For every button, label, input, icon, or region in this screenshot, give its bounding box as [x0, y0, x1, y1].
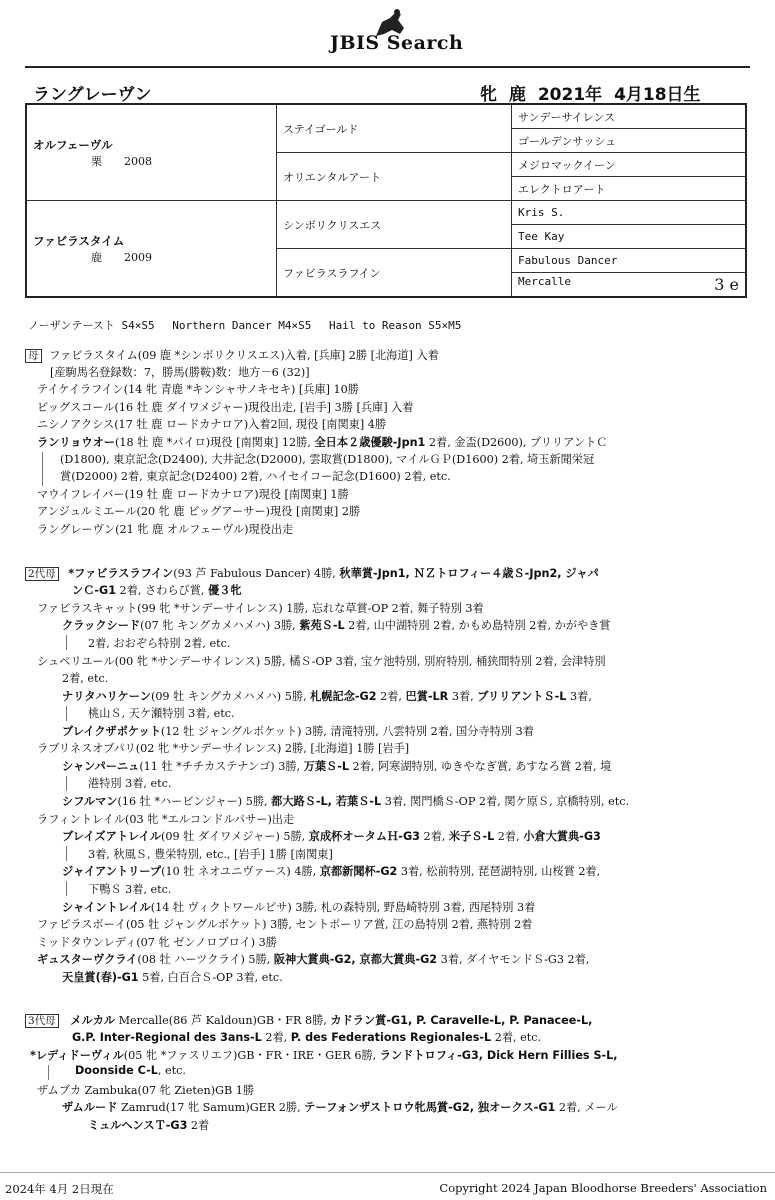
line-m23 — [37, 951, 589, 967]
line-m8 — [62, 688, 592, 704]
m18-name: ジャイアントリープ — [62, 865, 162, 878]
g2-tag: 2代母 — [25, 567, 59, 581]
m16-name: ブレイズアトレイル — [62, 830, 162, 843]
m18-detail: (10 牡 ネオユニヴァース) 4勝, — [161, 865, 320, 878]
m4-rest: 2着, 山中湖特別 2着, かもめ島特別 2着, かがやき賞 — [344, 619, 611, 632]
m20-name: シャイントレイル — [62, 901, 151, 914]
m8-place3: 3着, — [566, 690, 592, 703]
line-n7 — [88, 1117, 209, 1133]
line-m12 — [62, 758, 611, 774]
dam-line — [25, 347, 439, 363]
indent-bar — [42, 452, 43, 486]
g2-dam-dam: ファビラスラフイン — [277, 249, 512, 298]
indent-bar — [66, 635, 67, 650]
dam-year: 2009 — [124, 250, 152, 264]
n1-name: メルカル — [70, 1014, 116, 1027]
l6-detail: (18 牡 鹿 *パイロ)現役 [南関東] 12勝, — [114, 436, 315, 449]
g3-tag: 3代母 — [25, 1014, 59, 1028]
g3-1: サンデーサイレンス — [512, 104, 747, 129]
sire-year: 2008 — [124, 154, 152, 168]
line-n4 — [75, 1064, 186, 1077]
m24-race: 天皇賞(春)-G1 — [62, 971, 139, 984]
n7-race: ミュルヘンスＴ-G3 — [88, 1119, 188, 1132]
m18-race: 京都新聞杯-G2 — [319, 865, 398, 878]
sire-color: 栗 — [91, 154, 102, 168]
m23-races: 阪神大賞典-G2, 京都大賞典-G2 — [273, 953, 438, 966]
horse-name: ラングレーヴン — [33, 85, 152, 105]
m8-name: ナリタハリケーン — [62, 690, 151, 703]
l6-name: ランリョウオー — [37, 436, 115, 449]
n4-rest: , etc. — [157, 1064, 186, 1077]
m4-detail: (07 牝 キングカメハメハ) 3勝, — [140, 619, 300, 632]
m8-place2: 3着, — [448, 690, 478, 703]
family-number: 3 e — [714, 275, 739, 294]
m1-races: 秋華賞-Jpn1, ＮＺトロフィー４歳Ｓ-Jpn2, ジャパ — [339, 567, 599, 580]
pedigree-table — [25, 103, 747, 298]
m2-award: 優３牝 — [208, 584, 242, 597]
header-divider — [25, 66, 750, 68]
n6-name: ザムルード — [62, 1101, 118, 1114]
m20-detail: (14 牡 ヴィクトワールピサ) 3勝, 札の森特別, 野島崎特別 3着, 西尾特別 3着 — [150, 901, 536, 914]
indent-bar — [66, 706, 67, 721]
dam-cell — [26, 201, 277, 298]
horse-info: 牝 鹿 2021年 4月18日生 — [480, 85, 701, 105]
m16-place2: 2着, — [494, 830, 524, 843]
line-m19: 下鴨Ｓ 3着, etc. — [88, 883, 172, 896]
line-n3 — [30, 1047, 618, 1063]
indent-bar — [66, 881, 67, 896]
m14-name: シフルマン — [62, 795, 118, 808]
sire-cell — [26, 104, 277, 201]
n4-race: Doonside C-L — [75, 1064, 158, 1077]
line-l11: ラングレーヴン(21 牝 鹿 オルフェーヴル)現役出走 — [37, 523, 294, 536]
n3-detail: (05 牝 *ファスリエフ)GB・FR・IRE・GER 6勝, — [123, 1049, 380, 1062]
m16-place1: 2着, — [419, 830, 449, 843]
g3-2: ゴールデンサッシュ — [512, 129, 747, 153]
m12-rest: 2着, 阿寒湖特別, ゆきやなぎ賞, あすなろ賞 2着, 境 — [348, 760, 612, 773]
g3-4: エレクトロアート — [512, 177, 747, 201]
n2-race1: G.P. Inter-Regional des 3ans-L — [72, 1031, 262, 1044]
line-l2: [産駒馬名登録数：7，勝馬(勝鞍)数：地方－6 (32)] — [50, 366, 310, 379]
m8-race2: 巴賞-LR — [405, 690, 449, 703]
logo-text: JBIS Search — [330, 32, 464, 54]
line-m21: ファビラスボーイ(05 牡 ジャングルポケット) 3勝, セントポーリア賞, 江の島特別 2着, 燕特別 2着 — [37, 918, 533, 931]
m14-rest: 3着, 関門橋Ｓ-OP 2着, 関ケ原Ｓ, 京橋特別, etc. — [381, 795, 630, 808]
g3-8-name: Mercalle — [518, 275, 571, 288]
m1-detail: (93 芦 Fabulous Dancer) 4勝, — [173, 567, 340, 580]
g2-sire-sire: ステイゴールド — [277, 104, 512, 153]
g3-6: Tee Kay — [512, 225, 747, 249]
n6-detail: Zamrud(17 牝 Samum)GER 2勝, — [117, 1101, 305, 1114]
dam-tag: 母 — [25, 349, 42, 363]
m4-race: 紫苑Ｓ-L — [299, 619, 345, 632]
m1-name: *ファビラスラフイン — [68, 567, 174, 580]
dam-color: 鹿 — [91, 250, 102, 264]
line-m10 — [62, 723, 534, 739]
n6-rest: 2着, メール — [555, 1101, 618, 1114]
m24-rest: 5着, 白百合Ｓ-OP 3着, etc. — [138, 971, 283, 984]
n2-place2: 2着, etc. — [491, 1031, 542, 1044]
line-l1: ファビラスタイム(09 鹿 *シンボリクリスエス)入着, [兵庫] 2勝 [北海道] 入着 — [49, 349, 439, 362]
line-m17: 3着, 秋風Ｓ, 豊栄特別, etc., [岩手] 1勝 [南関東] — [88, 848, 333, 861]
line-m24 — [62, 969, 283, 985]
m12-race: 万葉Ｓ-L — [303, 760, 349, 773]
line-l6 — [37, 434, 607, 450]
m14-races: 都大路Ｓ-L, 若葉Ｓ-L — [271, 795, 382, 808]
n2-race2: P. des Federations Regionales-L — [290, 1031, 492, 1044]
g3-5: Kris S. — [512, 201, 747, 225]
m10-name: ブレイクザポケット — [62, 725, 161, 738]
n1-detail: Mercalle(86 芦 Kaldoun)GB・FR 8勝, — [115, 1014, 331, 1027]
line-m14 — [62, 793, 629, 809]
line-l4: ビッグスコール(16 牡 鹿 ダイワメジャー)現役出走, [岩手] 3勝 [兵庫] 入着 — [37, 401, 414, 414]
line-n5: ザムブカ Zambuka(07 牝 Zieten)GB 1勝 — [37, 1084, 255, 1097]
line-m11: ラブリネスオブパリ(02 牝 *サンデーサイレンス) 2勝, [北海道] 1勝 [岩手] — [37, 742, 410, 755]
n6-races: テーフォンザストロウ牝馬賞-G2, 独オークス-G1 — [304, 1101, 556, 1114]
m10-detail: (12 牡 ジャングルポケット) 3勝, 清滝特別, 八雲特別 2着, 国分寺特別 3着 — [160, 725, 534, 738]
footer-copyright: Copyright 2024 Japan Bloodhorse Breeders' Association — [439, 1181, 767, 1195]
line-l5: ニシノアクシス(17 牡 鹿 ロードカナロア)入着2回, 現役 [南関東] 4勝 — [37, 418, 387, 431]
line-l8: 賞(D2000) 2着, 東京記念(D2400) 2着, ハイセイコー記念(D1600) 2着, etc. — [60, 470, 451, 483]
m8-race1: 札幌記念-G2 — [310, 690, 377, 703]
line-n2 — [72, 1029, 541, 1045]
m23-detail: (08 牡 ハーツクライ) 5勝, — [137, 953, 274, 966]
inbreeding-line: ノーザンテースト S4×S5 Northern Dancer M4×S5 Hail to Reason S5×M5 — [28, 319, 462, 332]
n7-rest: 2着 — [187, 1119, 210, 1132]
line-m15: ラフィントレイル(03 牝 *エルコンドルパサー)出走 — [37, 813, 295, 826]
m8-race3: ブリリアントＳ-L — [477, 690, 567, 703]
m18-rest: 3着, 松前特別, 琵琶湖特別, 山桜賞 2着, — [397, 865, 601, 878]
line-m13: 港特別 3着, etc. — [88, 777, 172, 790]
m2-detail: 2着, さわらび賞, — [116, 584, 209, 597]
indent-bar — [66, 776, 67, 791]
m12-name: シャンパーニュ — [62, 760, 140, 773]
indent-bar — [48, 1065, 49, 1080]
m23-rest: 3着, ダイヤモンドＳ-G3 2着, — [437, 953, 590, 966]
line-m5: 2着, おおぞら特別 2着, etc. — [88, 637, 231, 650]
line-l9: マウイフレイバー(19 牡 鹿 ロードカナロア)現役 [南関東] 1勝 — [37, 488, 349, 501]
m16-race3: 小倉大賞典-G3 — [523, 830, 601, 843]
m4-name: クラックシード — [62, 619, 141, 632]
line-m6: シュペリユール(00 牝 *サンデーサイレンス) 5勝, 橘Ｓ-OP 3着, 宝ケ池特別, 別府特別, 桶狭間特別 2着, 会津特別 — [37, 655, 606, 668]
m23-name: ギュスターヴクライ — [37, 953, 138, 966]
jbis-logo — [330, 8, 464, 54]
g3-3: メジロマックイーン — [512, 153, 747, 177]
m8-place1: 2着, — [376, 690, 406, 703]
g2-dam-sire: シンボリクリスエス — [277, 201, 512, 249]
line-m22: ミッドタウンレディ(07 牝 ゼンノロブロイ) 3勝 — [37, 936, 277, 949]
g3-8 — [512, 273, 747, 298]
m16-race1: 京成杯オータムＨ-G3 — [308, 830, 420, 843]
n2-place1: 2着, — [261, 1031, 291, 1044]
m14-detail: (16 牡 *ハービンジャー) 5勝, — [117, 795, 272, 808]
g3dam-line — [25, 1012, 592, 1028]
line-l7: (D1800), 東京記念(D2400), 大井記念(D2000), 雲取賞(D1800), マイルＧＰ(D1600) 2着, 埼玉新聞栄冠 — [60, 453, 595, 466]
line-m4 — [62, 617, 611, 633]
line-m3: ファビラスキャット(99 牝 *サンデーサイレンス) 1勝, 忘れな草賞-OP 2着, 舞子特別 3着 — [37, 602, 484, 615]
g2dam-line — [25, 565, 599, 581]
line-m18 — [62, 863, 600, 879]
line-m9: 桃山Ｓ, 天ケ瀬特別 3着, etc. — [88, 707, 235, 720]
line-m16 — [62, 828, 601, 844]
line-m7: 2着, etc. — [62, 672, 109, 685]
l6-race: 全日本２歳優駿-Jpn1 — [314, 436, 426, 449]
m12-detail: (11 牡 *チチカステナンゴ) 3勝, — [139, 760, 304, 773]
m2-race: ンＣ-G1 — [72, 584, 116, 597]
n1-races: カドラン賞-G1, P. Caravelle-L, P. Panacee-L, — [330, 1014, 593, 1027]
footer-divider — [0, 1172, 775, 1173]
indent-bar — [66, 846, 67, 861]
n3-name: *レディドーヴィル — [30, 1049, 124, 1062]
g2-sire-dam: オリエンタルアート — [277, 153, 512, 201]
dam-name: ファビラスタイム — [33, 233, 125, 248]
m16-race2: 米子Ｓ-L — [448, 830, 495, 843]
g3-7: Fabulous Dancer — [512, 249, 747, 273]
line-n6 — [62, 1099, 618, 1115]
footer-date: 2024年 4月 2日現在 — [5, 1182, 114, 1196]
line-m2 — [72, 582, 242, 598]
sire-name: オルフェーヴル — [33, 137, 113, 152]
line-l3: テイケイラフイン(14 牝 青鹿 *キンシャサノキセキ) [兵庫] 10勝 — [37, 383, 359, 396]
line-m20 — [62, 899, 535, 915]
line-l10: アンジュルミエール(20 牝 鹿 ビッグアーサー)現役 [南関東] 2勝 — [37, 505, 361, 518]
m16-detail: (09 牡 ダイワメジャー) 5勝, — [161, 830, 309, 843]
m8-detail: (09 牡 キングカメハメハ) 5勝, — [150, 690, 311, 703]
l6-rest: 2着, 金盃(D2600), ブリリアントＣ — [425, 436, 608, 449]
n3-races: ランドトロフィ-G3, Dick Hern Fillies S-L, — [379, 1049, 618, 1062]
